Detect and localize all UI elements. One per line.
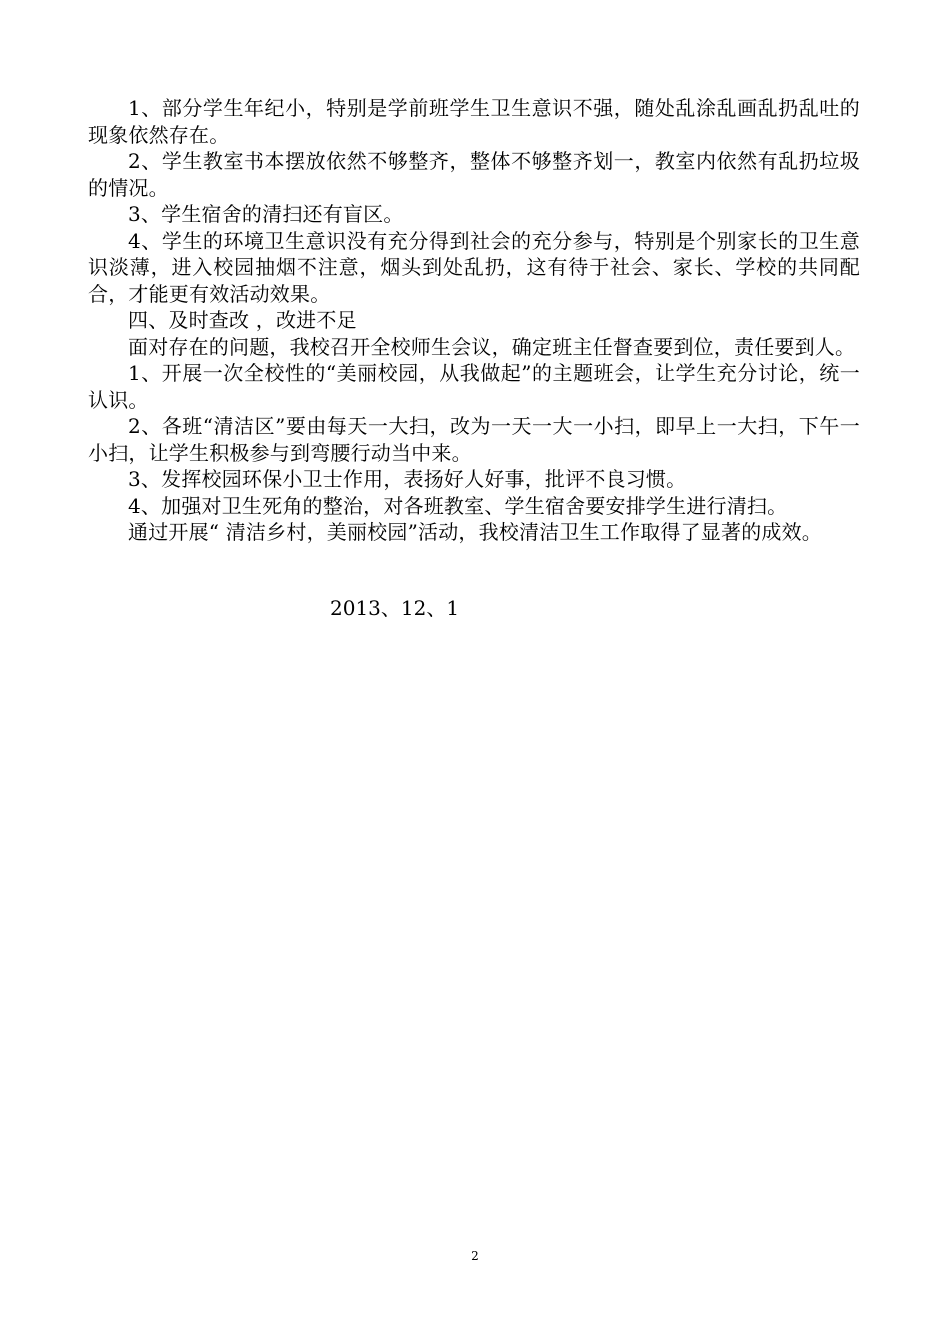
paragraph-measure-1: 1、开展一次全校性的“美丽校园，从我做起”的主题班会，让学生充分讨论，统一认识。	[88, 361, 860, 412]
paragraph-measure-4: 4、加强对卫生死角的整治，对各班教室、学生宿舍要安排学生进行清扫。	[128, 493, 788, 518]
paragraph-problem-4: 4、学生的环境卫生意识没有充分得到社会的充分参与，特别是个别家长的卫生意识淡薄，进入校园抽烟不注意，烟头到处乱扔，这有待于社会、家长、学校的共同配合，才能更有效活动效果。	[88, 228, 860, 306]
paragraph-intro: 面对存在的问题，我校召开全校师生会议，确定班主任督查要到位，责任要到人。	[128, 334, 856, 359]
paragraph-problem-3: 3、学生宿舍的清扫还有盲区。	[128, 202, 404, 226]
paragraph-measure-3: 3、发挥校园环保小卫士作用，表扬好人好事，批评不良习惯。	[128, 467, 687, 491]
paragraph-problem-2: 2、学生教室书本摆放依然不够整齐，整体不够整齐划一，教室内依然有乱扔垃圾的情况。	[88, 149, 860, 200]
page-number: 2	[471, 1249, 479, 1263]
document-date: 2013、12、1	[330, 596, 460, 620]
document-body	[88, 95, 860, 546]
section-heading-four: 四、及时查改 ，改进不足	[128, 308, 357, 332]
paragraph-measure-2: 2、各班“清洁区”要由每天一大扫，改为一天一大一小扫，即早上一大扫，下午一小扫，让学生积极参与到弯腰行动当中来。	[88, 414, 860, 465]
paragraph-conclusion: 通过开展“ 清洁乡村，美丽校园”活动，我校清洁卫生工作取得了显著的成效。	[128, 520, 823, 544]
paragraph-problem-1: 1、部分学生年纪小，特别是学前班学生卫生意识不强，随处乱涂乱画乱扔乱吐的现象依然存在。	[88, 96, 860, 147]
